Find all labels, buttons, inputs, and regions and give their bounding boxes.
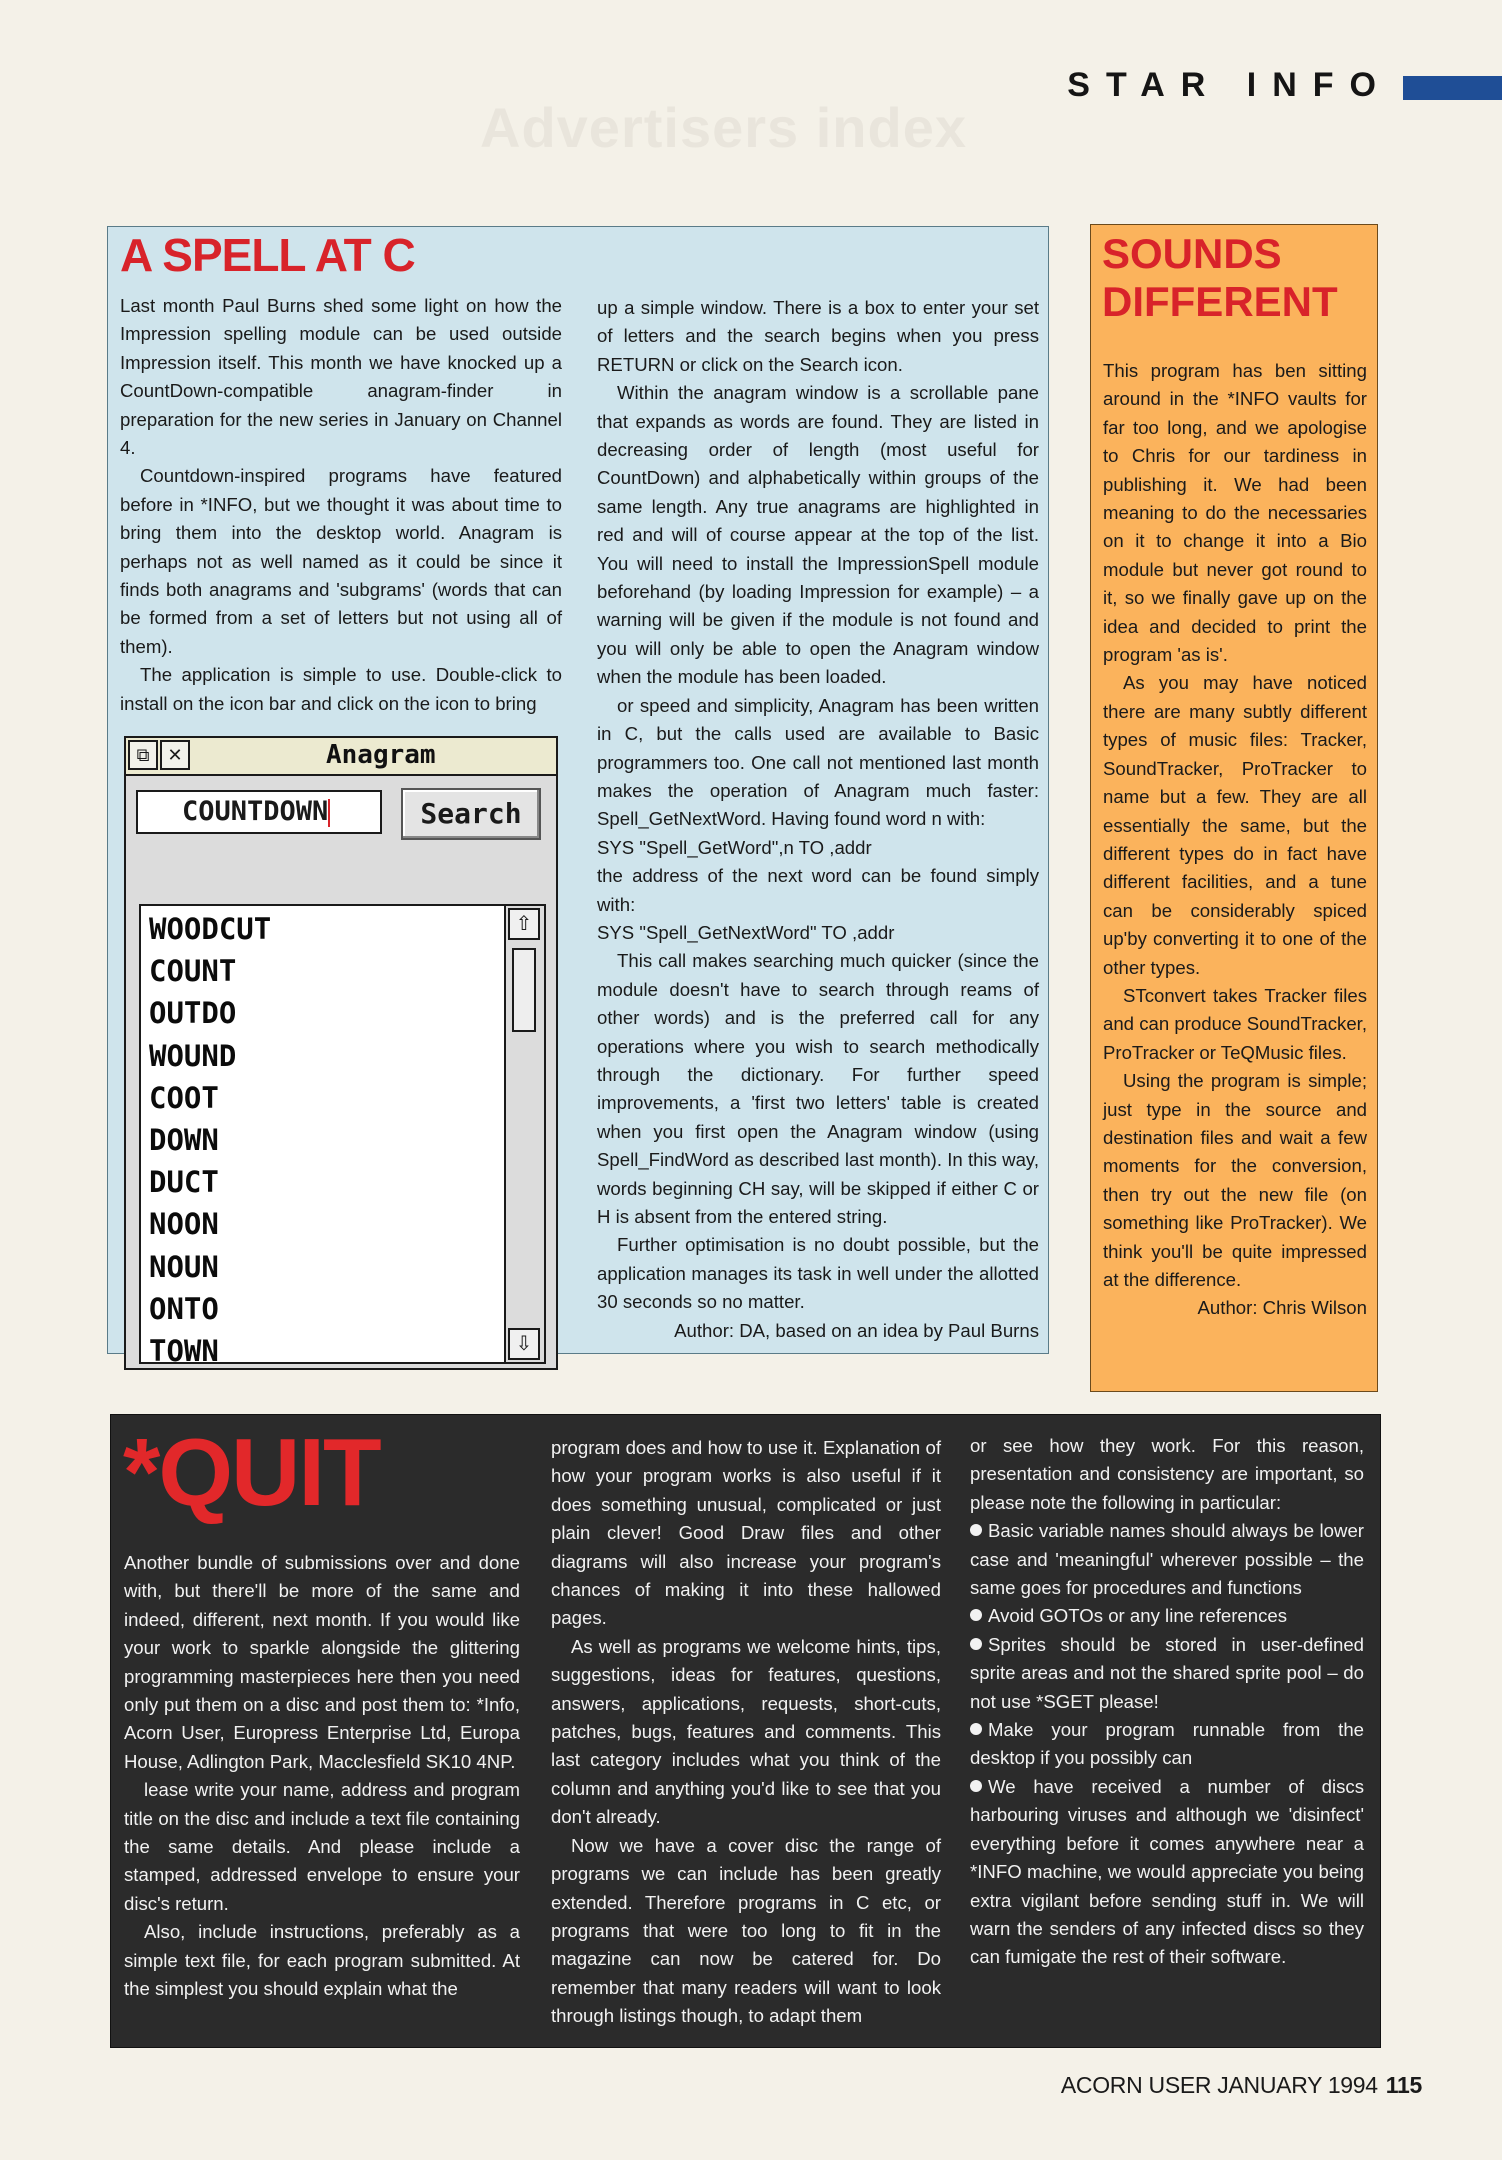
ghost-heading: Advertisers index — [480, 96, 967, 159]
bullet-icon — [970, 1638, 982, 1650]
spell-article-title: A SPELL AT C — [120, 229, 415, 281]
anagram-window — [124, 736, 558, 1370]
quit-column-2 — [551, 1434, 941, 2031]
paragraph: the address of the next word can be found simply with: — [597, 865, 1039, 915]
author-credit: Author: DA, based on an idea by Paul Burns — [674, 1319, 1039, 1341]
bullet-text: Avoid GOTOs or any line references — [988, 1605, 1288, 1627]
letters-input[interactable] — [136, 790, 382, 834]
spell-column-1 — [120, 292, 562, 718]
code-line: SYS "Spell_GetWord",n TO ,addr — [597, 836, 872, 858]
paragraph: program does and how to use it. Explanation of how your program works is also useful if it does something unusual, complicated or just plain clever! Good Draw files and other diagrams will also increase your program's chances of making it into these hallowed pages. — [551, 1437, 941, 1629]
sounds-title-line-2: DIFFERENT — [1102, 278, 1338, 325]
result-item[interactable]: TOWN — [149, 1333, 219, 1364]
paragraph: Last month Paul Burns shed some light on how the Impression spelling module can be used outside Impression itself. This month we have knocked up a CountDown-compatible anagram-finder in preparation for the new series in January on Channel 4. — [120, 295, 562, 459]
paragraph: Another bundle of submissions over and done with, but there'll be more of the same and indeed, different, next month. If you would like your work to sparkle alongside the glittering programming masterpieces here then you need only put them on a disc and post them to: *Info, Acorn User, Europress Enterprise Ltd, Europa House, Adlington Park, Macclesfield SK10 4NP. — [124, 1552, 520, 1772]
result-item[interactable]: OUTDO — [149, 996, 237, 1031]
paragraph: Also, include instructions, preferably as a simple text file, for each program submitted. At the simplest you should explain what the — [124, 1921, 520, 2000]
result-item[interactable]: WOUND — [149, 1038, 237, 1073]
paragraph: or see how they work. For this reason, presentation and consistency are important, so please note the following in particular: — [970, 1435, 1364, 1513]
quit-column-3 — [970, 1432, 1364, 1972]
bullet-icon — [970, 1609, 982, 1621]
paragraph: Now we have a cover disc the range of programs we can include has been greatly extended. Therefore programs in C etc, or programs that were too long to fit in the magazine can now be catered for. Do remember that many readers will want to look through listings though, to adapt them — [551, 1834, 941, 2027]
author-credit: Author: Chris Wilson — [1197, 1297, 1367, 1319]
quit-article-title: *QUIT — [123, 1419, 380, 1526]
bullet-icon — [970, 1524, 982, 1536]
window-titlebar[interactable] — [126, 738, 556, 776]
window-title: Anagram — [326, 740, 436, 770]
bullet-item — [970, 1716, 1364, 1773]
text-caret — [328, 799, 330, 827]
magazine-issue: ACORN USER JANUARY 1994 — [1060, 2072, 1378, 2098]
quit-column-1 — [124, 1549, 520, 2004]
search-button[interactable]: Search — [401, 788, 541, 840]
paragraph: As well as programs we welcome hints, tips, suggestions, ideas for features, questions, answers, applications, requests, short-cuts, patches, bugs, features and comments. This last category includes what you think of the column and anything you'd like to see that you don't already. — [551, 1635, 941, 1828]
sounds-column — [1103, 357, 1367, 1323]
vertical-scrollbar[interactable] — [504, 906, 544, 1362]
paragraph: or speed and simplicity, Anagram has been written in C, but the calls used are available to Basic programmers too. One call not mentioned last month makes the operation of Anagram much faster: Spell_GetNextWord. Having found word n with: — [597, 694, 1039, 830]
bullet-icon — [970, 1723, 982, 1735]
paragraph: This program has ben sitting around in the *INFO vaults for far too long, and we apologise to Chris for our tardiness in publishing it. We had been meaning to do the necessaries on it to change it into a Bio module but never got round to it, so we finally gave up on the idea and decided to print the program 'as is'. — [1103, 360, 1367, 666]
section-header: STAR INFO — [1067, 66, 1392, 104]
bullet-text: We have received a number of discs harbouring viruses and although we 'disinfect' everything before it comes anywhere near a *INFO machine, we would appreciate you being extra vigilant before sending stuff in. We will warn the senders of any infected discs so they can fumigate the rest of their software. — [970, 1775, 1364, 1968]
result-item[interactable]: COOT — [149, 1080, 219, 1115]
bullet-text: Basic variable names should always be lower case and 'meaningful' wherever possible – the same goes for procedures and functions — [970, 1520, 1364, 1599]
bullet-text: Make your program runnable from the desktop if you possibly can — [970, 1719, 1364, 1769]
page-footer — [1061, 2072, 1422, 2099]
back-icon[interactable]: ⧉ — [128, 740, 158, 770]
paragraph: Using the program is simple; just type in the source and destination files and wait a few moments for the conversion, then try out the new file (on something like ProTracker). We think you'll be quite impressed at the difference. — [1103, 1070, 1367, 1290]
bullet-item — [970, 1773, 1364, 1972]
bullet-item — [970, 1602, 1364, 1630]
paragraph: Within the anagram window is a scrollable pane that expands as words are found. They are listed in decreasing order of length (most useful for CountDown) and alphabetically within groups of the same length. Any true anagrams are highlighted in red and will of course appear at the top of the list. You will need to install the ImpressionSpell module beforehand (by loading Impression for example) – a warning will be given if the module is not found and you will only be able to open the Anagram window when the module has been loaded. — [597, 382, 1039, 688]
code-line: SYS "Spell_GetNextWord" TO ,addr — [597, 921, 895, 943]
results-pane[interactable] — [139, 904, 546, 1364]
bullet-item — [970, 1631, 1364, 1716]
paragraph: Countdown-inspired programs have featured before in *INFO, but we thought it was about time to bring them into the desktop world. Anagram is perhaps not as well named as it could be since it finds both anagrams and 'subgrams' (words that can be formed from a set of letters but not using all of them). — [120, 465, 562, 657]
paragraph: This call makes searching much quicker (since the module doesn't have to search through reams of other words) and is the preferred call for any operations where you wish to search methodically through the dictionary. For further speed improvements, a 'first two letters' table is created when you first open the Anagram window (using Spell_FindWord as described last month). In this way, words beginning CH say, will be skipped if either C or H is absent from the entered string. — [597, 950, 1039, 1227]
spell-column-2 — [597, 294, 1039, 1345]
close-icon[interactable]: ✕ — [160, 740, 190, 770]
bullet-icon — [970, 1780, 982, 1792]
letters-input-value: COUNTDOWN — [182, 796, 329, 827]
section-color-bar — [1403, 76, 1502, 100]
paragraph: The application is simple to use. Double-click to install on the icon bar and click on the icon to bring — [120, 664, 562, 714]
scroll-down-arrow-icon[interactable]: ⇩ — [508, 1328, 540, 1360]
paragraph: As you may have noticed there are many subtly different types of music files: Tracker, SoundTracker, ProTracker to name but a few. They are all essentially the same, but the different types do in fact have different facilities, and a tune can be considerably spiced up'by converting it to one of the other types. — [1103, 672, 1367, 978]
sounds-title-line-1: SOUNDS — [1102, 230, 1282, 277]
paragraph: up a simple window. There is a box to enter your set of letters and the search begins when you press RETURN or click on the Search icon. — [597, 297, 1039, 375]
bullet-item — [970, 1517, 1364, 1602]
result-item[interactable]: ONTO — [149, 1291, 219, 1326]
page-number: 115 — [1385, 2072, 1422, 2098]
scroll-up-arrow-icon[interactable]: ⇧ — [508, 908, 540, 940]
result-item[interactable]: DOWN — [149, 1122, 219, 1157]
sounds-article-title — [1102, 230, 1372, 326]
result-item[interactable]: NOUN — [149, 1249, 219, 1284]
bullet-text: Sprites should be stored in user-defined sprite areas and not the shared sprite pool – do not use *SGET please! — [970, 1633, 1364, 1712]
scroll-thumb[interactable] — [512, 948, 536, 1032]
result-item[interactable]: COUNT — [149, 954, 237, 989]
paragraph: Further optimisation is no doubt possible, but the application manages its task in well under the allotted 30 seconds so no matter. — [597, 1234, 1039, 1313]
results-list — [149, 908, 271, 1364]
result-item[interactable]: NOON — [149, 1207, 219, 1242]
paragraph: STconvert takes Tracker files and can produce SoundTracker, ProTracker or TeQMusic files. — [1103, 984, 1367, 1063]
result-item[interactable]: DUCT — [149, 1165, 219, 1200]
paragraph: lease write your name, address and program title on the disc and include a text file containing the same details. And please include a stamped, addressed envelope to ensure your disc's return. — [124, 1779, 520, 1914]
result-item[interactable]: WOODCUT — [149, 912, 272, 946]
